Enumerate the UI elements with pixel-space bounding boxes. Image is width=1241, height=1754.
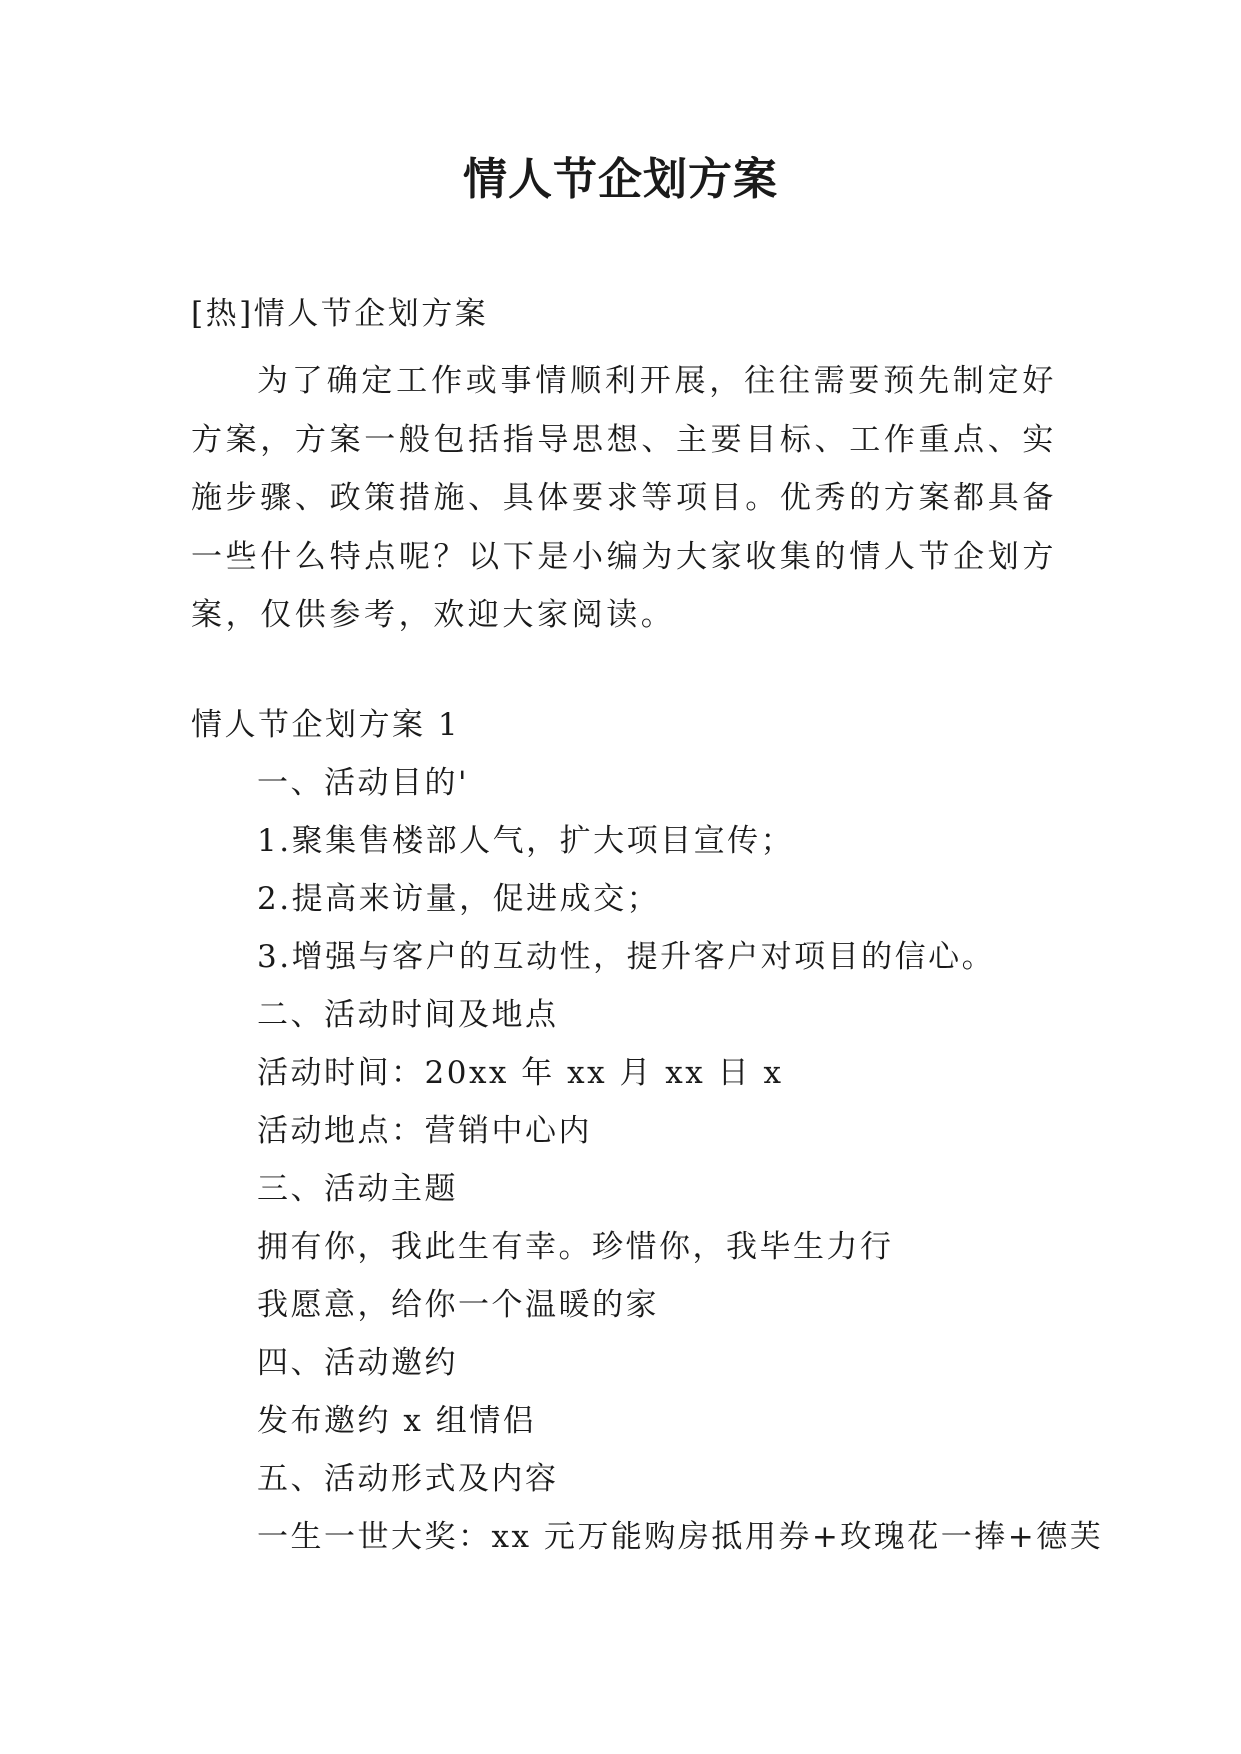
heading-activity-purpose: 一、活动目的' (257, 765, 470, 801)
heading-time-location: 二、活动时间及地点 (257, 997, 559, 1033)
activity-location: 活动地点：营销中心内 (257, 1113, 592, 1149)
list-item: 3.增强与客户的互动性，提升客户对项目的信心。 (257, 939, 996, 975)
section-heading: 情人节企划方案 1 (191, 707, 461, 743)
document-title: 情人节企划方案 (463, 154, 778, 205)
prize-line: 一生一世大奖：xx 元万能购房抵用券+玫瑰花一捧+德芙 (257, 1519, 1104, 1555)
document-subtitle: [热]情人节企划方案 (191, 296, 489, 332)
activity-time: 活动时间：20xx 年 xx 月 xx 日 x (257, 1055, 784, 1091)
heading-activity-theme: 三、活动主题 (257, 1171, 458, 1207)
invitation-line: 发布邀约 x 组情侣 (257, 1403, 537, 1439)
heading-form-content: 五、活动形式及内容 (257, 1461, 559, 1497)
list-item: 1.聚集售楼部人气，扩大项目宣传； (257, 823, 795, 859)
theme-line: 我愿意，给你一个温暖的家 (257, 1287, 659, 1323)
intro-paragraph: 为了确定工作或事情顺利开展，往往需要预先制定好方案，方案一般包括指导思想、主要目标、工作重点、实施步骤、政策措施、具体要求等项目。优秀的方案都具备一些什么特点呢？以下是小编为大家收集的情人节企划方案，仅供参考，欢迎大家阅读。 (191, 363, 1057, 633)
list-item: 2.提高来访量，促进成交； (257, 881, 661, 917)
heading-invitation: 四、活动邀约 (257, 1345, 458, 1381)
theme-line: 拥有你，我此生有幸。珍惜你，我毕生力行 (257, 1229, 894, 1265)
